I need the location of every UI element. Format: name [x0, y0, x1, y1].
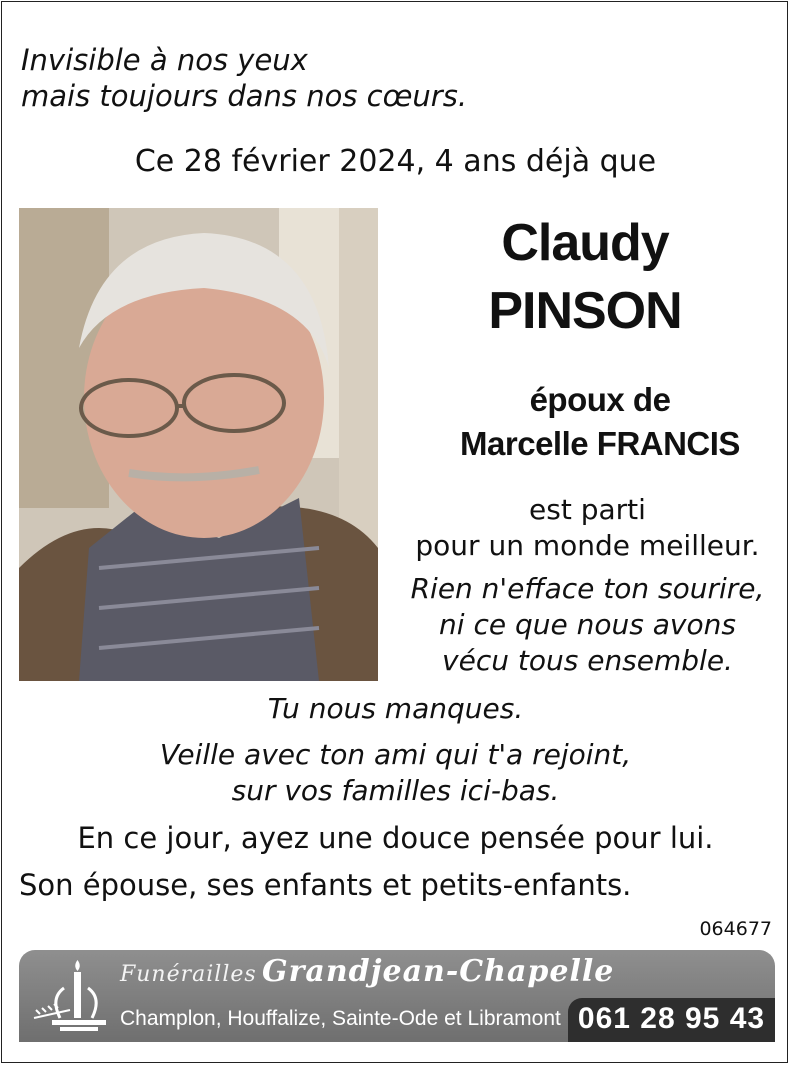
- deceased-last-name: PINSON: [488, 282, 682, 340]
- portrait-photo: [19, 208, 378, 681]
- intro-line-2: mais toujours dans nos cœurs.: [21, 79, 468, 113]
- funeral-home-phone[interactable]: 061 28 95 43: [577, 1002, 766, 1035]
- quote-line-2: ni ce que nous avons: [439, 608, 736, 641]
- watch-line-1: Veille avec ton ami qui t'a rejoint,: [159, 738, 632, 771]
- departed-block: [390, 492, 785, 564]
- portrait-illustration: [19, 208, 378, 681]
- signature-line: Son épouse, ses enfants et petits-enfants.: [19, 868, 632, 902]
- anniversary-line: Ce 28 février 2024, 4 ans déjà que: [134, 144, 657, 179]
- intro-line-1: Invisible à nos yeux: [21, 43, 308, 77]
- reference-number: 064677: [699, 918, 772, 940]
- deceased-first-name: Claudy: [501, 214, 669, 272]
- funeral-home-label: Funérailles: [120, 962, 257, 987]
- candle-wheat-icon: [30, 958, 106, 1038]
- spouse-block: [430, 378, 770, 466]
- watch-block: [0, 737, 791, 809]
- thought-line: En ce jour, ayez une douce pensée pour lui.: [77, 821, 714, 855]
- departed-line-2: pour un monde meilleur.: [415, 529, 760, 562]
- watch-line-2: sur vos familles ici-bas.: [231, 774, 560, 807]
- quote-line-1: Rien n'efface ton sourire,: [410, 572, 765, 605]
- spouse-line-1: époux de: [529, 381, 671, 418]
- spouse-line-2: Marcelle FRANCIS: [460, 425, 740, 462]
- miss-line: Tu nous manques.: [267, 692, 524, 725]
- quote-line-3: vécu tous ensemble.: [442, 644, 733, 677]
- departed-line-1: est parti: [529, 493, 646, 526]
- quote-block: [390, 571, 785, 679]
- funeral-home-name: Grandjean-Chapelle: [262, 954, 615, 989]
- funeral-home-locations: Champlon, Houffalize, Sainte-Ode et Libramont: [120, 1007, 561, 1030]
- intro-verse: [21, 42, 467, 114]
